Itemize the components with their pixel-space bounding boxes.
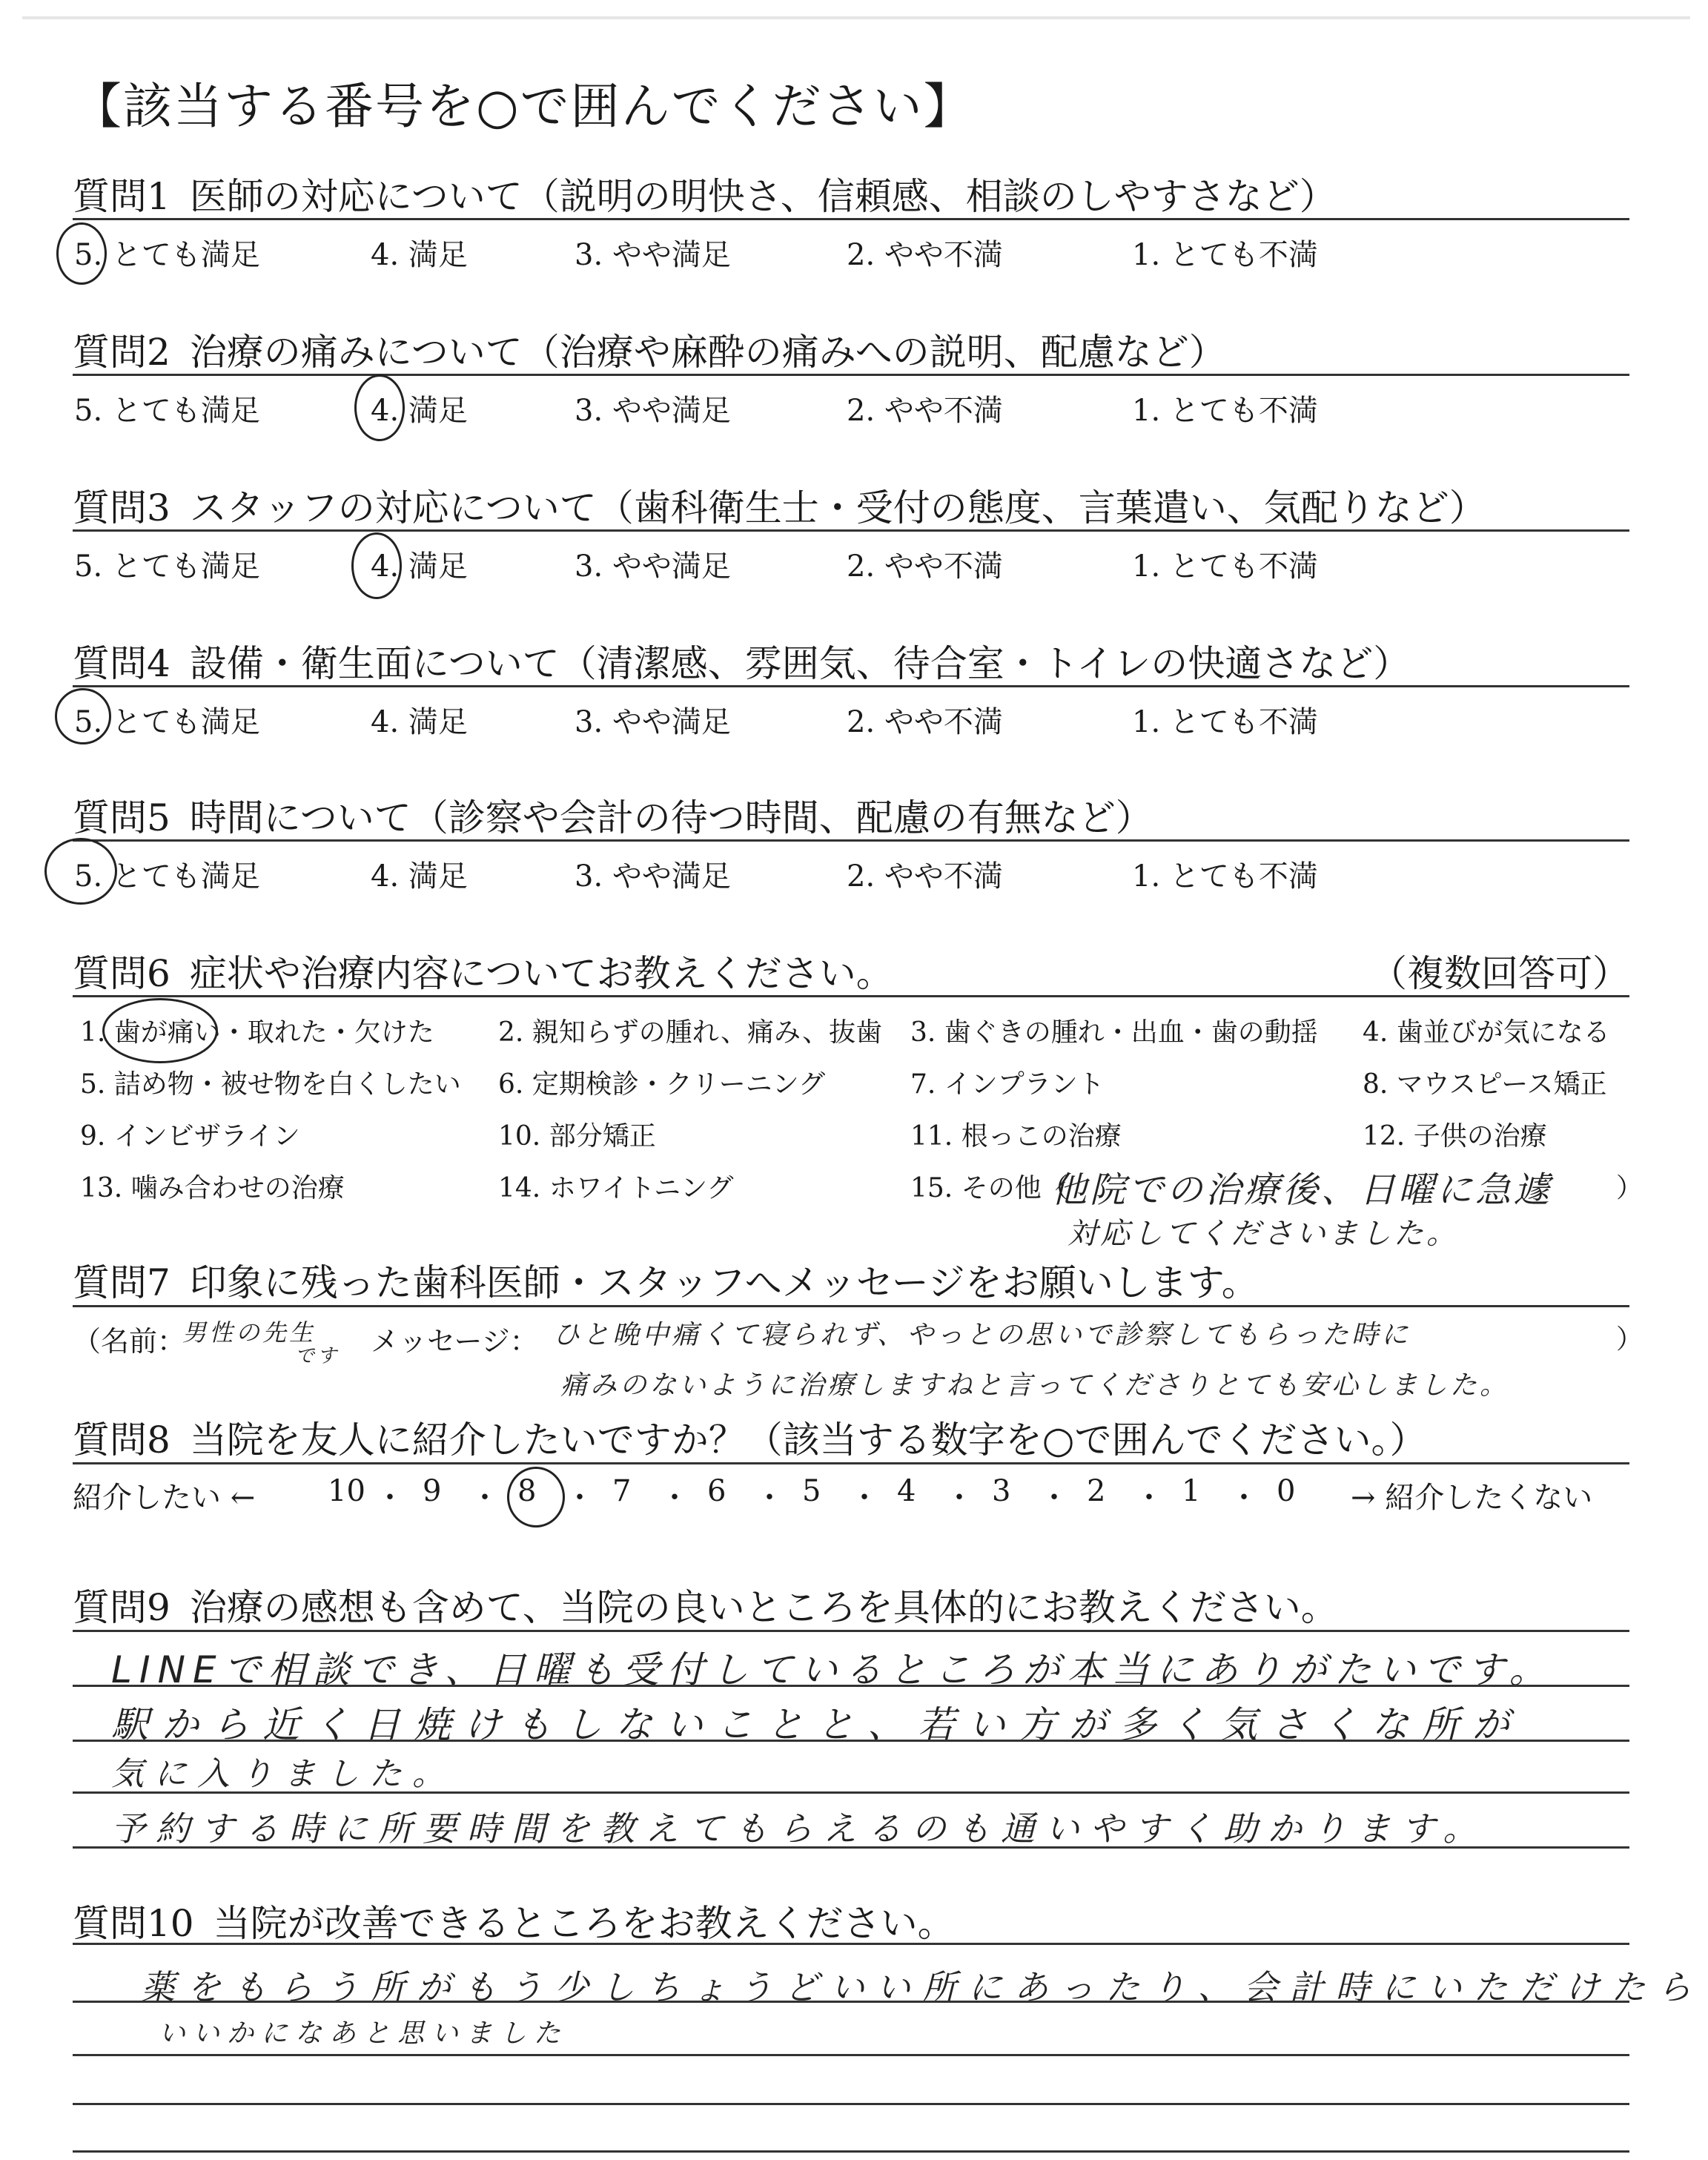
question-number: 質問1 — [73, 175, 171, 218]
divider — [73, 839, 1629, 842]
scale-separator: ・ — [1039, 1481, 1069, 1515]
circle-mark — [56, 222, 107, 285]
category-item[interactable]: 7. インプラント — [910, 1069, 1105, 1100]
option-5[interactable]: 5. とても満足 — [74, 859, 260, 894]
other-answer-line-1[interactable]: 他院での治療後、日曜に急遽 — [1051, 1169, 1553, 1211]
name-value-suffix[interactable]: です — [295, 1345, 340, 1367]
question-number: 質問6 — [73, 952, 171, 995]
option-2[interactable]: 2. やや不満 — [847, 238, 1003, 272]
option-1[interactable]: 1. とても不満 — [1132, 238, 1318, 272]
category-item[interactable]: 5. 詰め物・被せ物を白くしたい — [80, 1069, 461, 1100]
option-2[interactable]: 2. やや不満 — [847, 859, 1003, 894]
option-5[interactable]: 5. とても満足 — [74, 238, 260, 272]
recommend-right-label: → 紹介したくない — [1351, 1481, 1593, 1515]
divider — [73, 685, 1629, 687]
top-border — [22, 16, 1690, 19]
scale-separator: ・ — [755, 1481, 784, 1515]
circle-mark — [55, 688, 111, 744]
message-line-1[interactable]: ひと晩中痛くて寝られず、やっとの思いで診察してもらった時に — [553, 1320, 1411, 1350]
scale-number-3[interactable]: 3 — [992, 1474, 1011, 1508]
scale-separator: ・ — [470, 1481, 500, 1515]
divider — [73, 1305, 1629, 1307]
option-3[interactable]: 3. やや満足 — [575, 705, 731, 739]
scale-separator: ・ — [1229, 1481, 1259, 1515]
name-label: （名前： — [73, 1325, 186, 1358]
question-6 — [73, 944, 893, 997]
category-item[interactable]: 1. 歯が痛い・取れた・欠けた — [80, 1017, 434, 1048]
divider — [73, 218, 1629, 220]
option-4[interactable]: 4. 満足 — [371, 705, 468, 739]
answer-line — [73, 2103, 1629, 2105]
option-1[interactable]: 1. とても不満 — [1132, 705, 1318, 739]
scale-number-4[interactable]: 4 — [897, 1474, 916, 1508]
option-5[interactable]: 5. とても満足 — [74, 394, 260, 428]
scale-number-9[interactable]: 9 — [423, 1474, 442, 1508]
message-label: メッセージ： — [371, 1325, 538, 1358]
category-item[interactable]: 2. 親知らずの腫れ、痛み、抜歯 — [498, 1017, 883, 1048]
question-1 — [73, 167, 1337, 220]
answer-line — [73, 1685, 1629, 1687]
question-3 — [73, 478, 1486, 532]
sheet-title: 【該当する番号を○で囲んでください】 — [73, 78, 974, 135]
scale-separator: ・ — [375, 1481, 405, 1515]
option-3[interactable]: 3. やや満足 — [575, 859, 731, 894]
option-3[interactable]: 3. やや満足 — [575, 238, 731, 272]
category-item[interactable]: 10. 部分矯正 — [498, 1121, 656, 1152]
category-item[interactable]: 13. 噛み合わせの治療 — [80, 1173, 345, 1203]
question-number: 質問10 — [73, 1902, 194, 1945]
circle-mark — [507, 1467, 565, 1527]
question-7 — [73, 1253, 1259, 1307]
question-text: スタッフの対応について（歯科衛生士・受付の態度、言葉遣い、気配りなど） — [189, 486, 1486, 529]
option-3[interactable]: 3. やや満足 — [575, 549, 731, 584]
circle-mark — [354, 374, 405, 441]
circle-mark — [351, 532, 402, 599]
other-answer-line-2[interactable]: 対応してくださいました。 — [1068, 1217, 1459, 1251]
category-item[interactable]: 11. 根っこの治療 — [910, 1121, 1122, 1152]
scale-number-8[interactable]: 8 — [517, 1474, 537, 1508]
name-value[interactable]: 男性の先生 — [182, 1318, 317, 1347]
divider — [73, 1462, 1629, 1464]
category-item[interactable]: 9. インビザライン — [80, 1121, 300, 1152]
question-number: 質問5 — [73, 796, 171, 839]
question-text: 症状や治療内容についてお教えください。 — [189, 952, 893, 995]
scale-number-1[interactable]: 1 — [1182, 1474, 1201, 1508]
answer-line — [73, 1846, 1629, 1849]
scale-separator: ・ — [1134, 1481, 1164, 1515]
question-4 — [73, 634, 1410, 687]
scale-number-6[interactable]: 6 — [707, 1474, 726, 1508]
option-4[interactable]: 4. 満足 — [371, 238, 468, 272]
divider — [73, 995, 1629, 997]
multiple-answer-note: （複数回答可） — [1370, 952, 1629, 995]
question-text: 時間について（診察や会計の待つ時間、配慮の有無など） — [189, 796, 1153, 839]
option-1[interactable]: 1. とても不満 — [1132, 394, 1318, 428]
question-5 — [73, 788, 1153, 842]
category-item[interactable]: 3. 歯ぐきの腫れ・出血・歯の動揺 — [910, 1017, 1318, 1048]
question-2 — [73, 323, 1226, 376]
answer-line — [73, 2001, 1629, 2003]
circle-mark — [102, 998, 218, 1063]
question-9 — [73, 1578, 1338, 1631]
scale-number-7[interactable]: 7 — [612, 1474, 632, 1508]
question-number: 質問3 — [73, 486, 171, 529]
option-4[interactable]: 4. 満足 — [371, 859, 468, 894]
category-item[interactable]: 8. マウスピース矯正 — [1363, 1069, 1607, 1100]
option-3[interactable]: 3. やや満足 — [575, 394, 731, 428]
question-number: 質問8 — [73, 1418, 171, 1462]
divider — [73, 1943, 1629, 1945]
category-item-other[interactable]: 15. その他（ — [910, 1173, 1068, 1203]
divider — [73, 374, 1629, 376]
question-text: 設備・衛生面について（清潔感、雰囲気、待合室・トイレの快適さなど） — [189, 642, 1411, 685]
question-text: 当院が改善できるところをお教えください。 — [213, 1902, 955, 1945]
answer-line — [73, 1791, 1629, 1794]
scale-number-2[interactable]: 2 — [1087, 1474, 1106, 1508]
category-item[interactable]: 12. 子供の治療 — [1363, 1121, 1547, 1152]
question-text: 治療の痛みについて（治療や麻酔の痛みへの説明、配慮など） — [189, 331, 1226, 374]
category-item[interactable]: 4. 歯並びが気になる — [1363, 1017, 1610, 1048]
option-2[interactable]: 2. やや不満 — [847, 705, 1003, 739]
question-text: 治療の感想も含めて、当院の良いところを具体的にお教えください。 — [189, 1586, 1338, 1629]
recommend-left-label: 紹介したい ← — [73, 1481, 256, 1515]
improvement-line-1[interactable]: 薬をもらう所がもう少しちょうどいい所にあったり、会計時にいただけたら — [141, 1967, 1704, 2007]
divider — [73, 529, 1629, 532]
question-text: 当院を友人に紹介したいですか？（該当する数字を○で囲んでください。） — [189, 1418, 1427, 1462]
question-text: 印象に残った歯科医師・スタッフへメッセージをお願いします。 — [189, 1261, 1259, 1304]
scale-number-10[interactable]: 10 — [328, 1474, 365, 1508]
good-points-line-4[interactable]: 予約する時に所要時間を教えてもらえるのも通いやすく助かります。 — [111, 1809, 1488, 1849]
option-2[interactable]: 2. やや不満 — [847, 549, 1003, 584]
question-number: 質問2 — [73, 331, 171, 374]
good-points-line-2[interactable]: 駅から近く日焼けもしないことと、若い方が多く気さくな所が — [111, 1703, 1523, 1746]
option-5[interactable]: 5. とても満足 — [74, 705, 260, 739]
improvement-line-2[interactable]: いいかになあと思いました — [159, 2018, 569, 2049]
scale-separator: ・ — [944, 1481, 974, 1515]
question-text: 医師の対応について（説明の明快さ、信頼感、相談のしやすさなど） — [189, 175, 1337, 218]
scale-separator: ・ — [850, 1481, 879, 1515]
question-number: 質問7 — [73, 1261, 171, 1304]
question-8 — [73, 1410, 1426, 1464]
option-2[interactable]: 2. やや不満 — [847, 394, 1003, 428]
good-points-line-1[interactable]: LINEで相談でき、日曜も受付しているところが本当にありがたいです。 — [111, 1648, 1554, 1691]
scale-separator: ・ — [660, 1481, 689, 1515]
category-item[interactable]: 6. 定期検診・クリーニング — [498, 1069, 826, 1100]
category-item[interactable]: 14. ホワイトニング — [498, 1173, 734, 1203]
scale-separator: ・ — [565, 1481, 595, 1515]
answer-line — [73, 2150, 1629, 2153]
question-number: 質問4 — [73, 642, 171, 685]
circle-mark — [44, 838, 117, 905]
answer-line — [73, 1740, 1629, 1742]
divider — [73, 1630, 1629, 1632]
option-4[interactable]: 4. 満足 — [371, 549, 468, 584]
option-5[interactable]: 5. とても満足 — [74, 549, 260, 584]
option-1[interactable]: 1. とても不満 — [1132, 549, 1318, 584]
scale-number-0[interactable]: 0 — [1277, 1474, 1296, 1508]
answer-line — [73, 2054, 1629, 2056]
question-number: 質問9 — [73, 1586, 171, 1629]
good-points-line-3[interactable]: 気に入りました。 — [111, 1755, 455, 1793]
message-close-paren: ） — [1616, 1324, 1644, 1355]
scale-number-5[interactable]: 5 — [802, 1474, 821, 1508]
question-10 — [73, 1894, 955, 1947]
other-close-paren: ） — [1616, 1173, 1644, 1203]
message-line-2[interactable]: 痛みのないように治療しますねと言ってくださりとても安心しました。 — [560, 1370, 1510, 1401]
option-4[interactable]: 4. 満足 — [371, 394, 468, 428]
option-1[interactable]: 1. とても不満 — [1132, 859, 1318, 894]
